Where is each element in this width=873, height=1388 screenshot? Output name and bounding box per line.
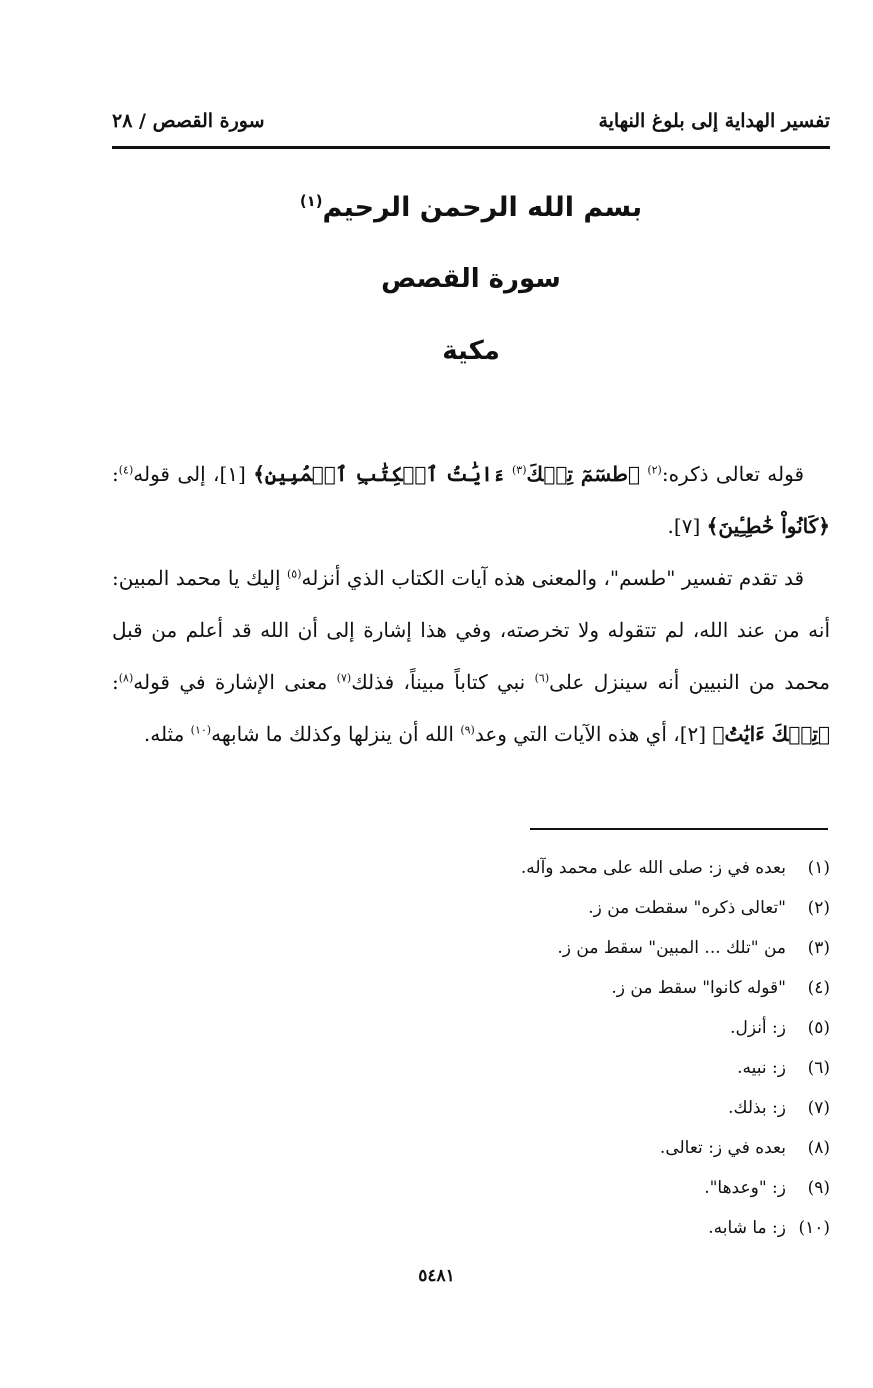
footnote-number: (٢) [807,898,830,918]
footnote-item [300,1008,830,1048]
footnote-number: (٥) [807,1018,830,1038]
commentary-paragraph [112,552,830,760]
commentary-text: إليك يا محمد المبين: أنه من عند الله، لم تتقوله ولا تخرصته، وفي هذا إشارة إلى أن الله قد أعلم من قبل محمد من النبيين أنه سينزل على [112,566,831,694]
footnote-text: من "تلك ... المبين" سقط من ز. [557,938,786,958]
basmala-text: بسم الله الرحمن الرحيم [322,192,643,223]
footnote-number: (٦) [807,1058,830,1078]
page-number: ٥٤٨١ [418,1266,455,1286]
footnote-marker: (٣) [511,463,527,477]
footnote-number: (١) [807,858,830,878]
footnote-number: (٧) [807,1098,830,1118]
verse-intro: قوله تعالى ذكره: [661,462,805,486]
footnote-marker: (١٠) [190,723,212,737]
commentary-text: مثله. [143,722,191,746]
footnote-number: (١٠) [798,1218,830,1238]
footnote-marker: (٦) [534,671,550,685]
footnote-item [300,888,830,928]
footnote-text: بعده في ز: تعالى. [659,1138,786,1158]
footnote-item [300,1168,830,1208]
footnote-text: بعده في ز: صلى الله على محمد وآله. [520,858,786,878]
footnote-item [300,968,830,1008]
footnote-text: ز: بذلك. [728,1098,786,1118]
verse-paragraph [112,448,830,552]
footnote-number: (٩) [807,1178,830,1198]
verse-reference: [٧]. [667,514,701,538]
book-title: تفسير الهداية إلى بلوغ النهاية [598,110,830,132]
punctuation: : [112,462,119,486]
footnote-number: (٤) [807,978,830,998]
footnote-text: ز: ما شابه. [708,1218,786,1238]
footnote-item [300,1128,830,1168]
footnote-number: (٣) [807,938,830,958]
revelation-type: مكية [442,336,500,366]
footnote-text: ز: نبيه. [737,1058,786,1078]
footnote-marker: (٩) [460,723,475,737]
footnote-item [300,1088,830,1128]
footnote-rule [530,828,828,830]
footnote-number: (٨) [807,1138,830,1158]
footnote-item [300,848,830,888]
footnote-item [300,1208,830,1248]
commentary-text: الله أن ينزلها وكذلك ما شابهه [211,722,461,746]
footnote-marker: (٨) [118,671,134,685]
quran-quote: ﴿طسٓمٓ تِلۡكَ [526,462,640,486]
footnote-text: ز: أنزل. [730,1018,786,1038]
footnote-text: ز: "وعدها". [704,1178,786,1198]
quran-quote: ﴿كَانُواْ خَٰطِـِٔينَ﴾ [706,514,830,538]
commentary-text: معنى الإشارة في قوله [133,670,337,694]
running-head [112,104,830,138]
footnote-marker: (٤) [118,463,134,477]
verse-reference: [١]، إلى قوله [133,462,246,486]
footnote-item [300,928,830,968]
quran-quote: ءَايَٰتُ ٱلۡكِتَٰبِ ٱلۡمُبِينِ﴾ [253,462,505,486]
footnote-marker: (٢) [647,463,662,477]
header-rule [112,146,830,149]
surah-title: سورة القصص [381,264,561,294]
footnote-item [300,1048,830,1088]
surah-reference: سورة القصص / ٢٨ [112,110,265,132]
footnotes-list [300,848,830,1248]
basmala-heading [112,192,830,223]
quran-quote: ﴿تِلۡكَ ءَايَٰتُ﴾ [712,722,830,746]
commentary-text: قد تقدم تفسير "طسم"، والمعنى هذه آيات الكتاب الذي أنزله [301,566,805,590]
footnote-marker: (٥) [286,567,302,581]
footnote-marker: (١) [299,192,323,210]
commentary-text: : [112,670,119,694]
footnote-text: "تعالى ذكره" سقطت من ز. [588,898,786,918]
footnote-text: "قوله كانوا" سقط من ز. [611,978,786,998]
commentary-text: [٢]، أي هذه الآيات التي وعد [474,722,713,746]
commentary-text: نبي كتاباً مبيناً، فذلك [351,670,535,694]
footnote-marker: (٧) [336,671,352,685]
